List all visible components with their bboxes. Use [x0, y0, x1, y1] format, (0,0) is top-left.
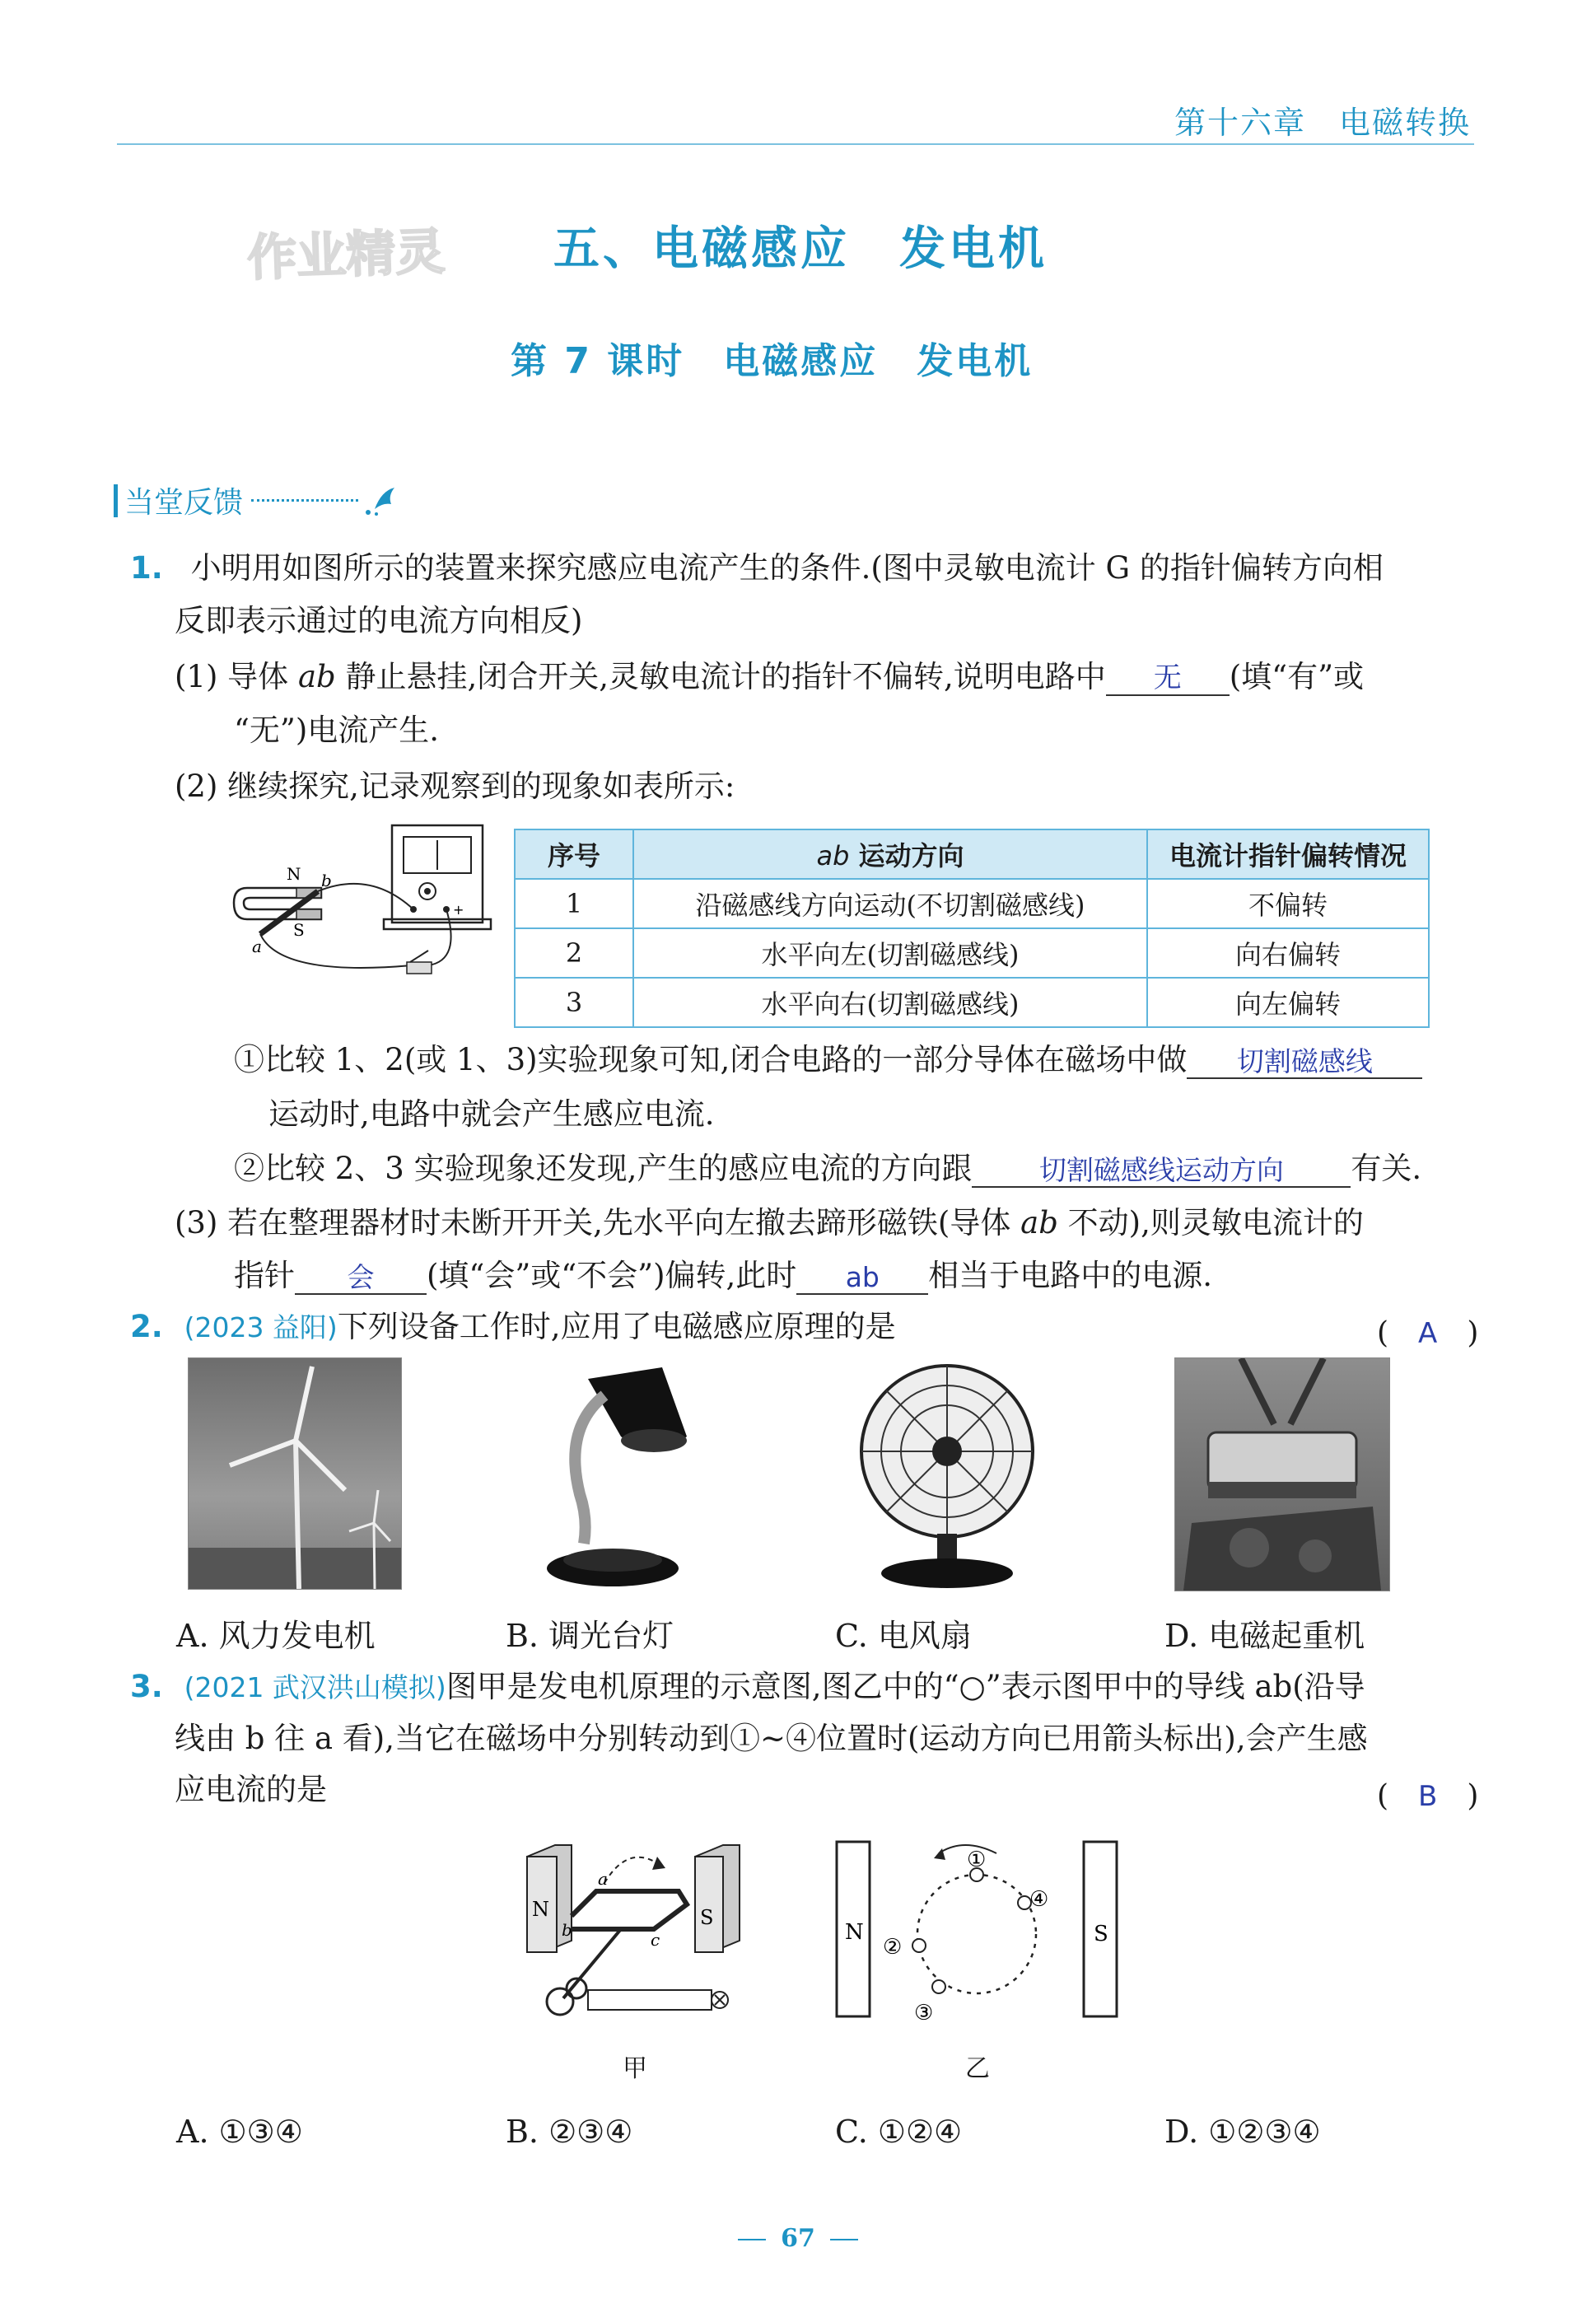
q3-jia-label-b: b	[562, 1920, 572, 1940]
q1-part3-line2	[234, 1257, 1212, 1295]
lesson-title: 五、电磁感应 发电机	[553, 222, 1048, 276]
q3-figure-yi-caption: 乙	[965, 2054, 990, 2083]
lesson-subtitle: 第 7 课时 电磁感应 发电机	[511, 340, 1034, 382]
section-label	[114, 479, 399, 521]
q1-fig-label-s: S	[293, 920, 305, 940]
table-header-cell: 序号	[515, 829, 633, 879]
q1-p3-ab: ab	[1020, 1205, 1058, 1240]
q1-p1-text-c: (填“有”或	[1229, 659, 1365, 694]
q1-p3-text-c: 指针	[234, 1258, 295, 1293]
crane-magnet-icon	[1175, 1358, 1389, 1591]
section-bar	[114, 484, 118, 517]
q1-p3-text-e: 相当于电路中的电源.	[928, 1258, 1213, 1293]
q1-stem-1	[130, 549, 1384, 587]
q1-conclusion1-line1	[234, 1041, 1422, 1079]
table-cell: 水平向左(切割磁感线)	[633, 928, 1147, 978]
q3-stem-1	[130, 1668, 1365, 1706]
q3-number: 3.	[130, 1669, 163, 1704]
q3-jia-label-a: a	[598, 1869, 608, 1889]
q3-answer-bracket: ( B )	[1377, 1779, 1479, 1813]
table-header-cell: 电流计指针偏转情况	[1147, 829, 1429, 879]
q1-c2-text-b: 有关.	[1351, 1151, 1422, 1186]
q3-option-b[interactable]: B. ②③④	[506, 2114, 633, 2150]
section-dots	[251, 499, 358, 502]
q3-option-d[interactable]: D. ①②③④	[1164, 2114, 1321, 2150]
header-divider	[117, 143, 1474, 145]
q1-c2-answer[interactable]: 切割磁感线运动方向	[972, 1155, 1351, 1188]
q1-c1-text-a: ①比较 1、2(或 1、3)实验现象可知,闭合电路的一部分导体在磁场中做	[234, 1042, 1188, 1077]
q1-observation-table	[514, 829, 1430, 1028]
q1-fig-label-b: b	[321, 871, 332, 890]
q3-yi-label-1: ①	[967, 1848, 987, 1872]
q1-c1-answer[interactable]: 切割磁感线	[1187, 1046, 1422, 1079]
q2-stem-text: 下列设备工作时,应用了电磁感应原理的是	[337, 1309, 896, 1344]
q3-figure-yi	[832, 1837, 1128, 2026]
q3-yi-label-4: ④	[1029, 1887, 1049, 1912]
q1-part1-line1	[175, 658, 1364, 696]
q2-number: 2.	[130, 1309, 163, 1344]
q1-number: 1.	[130, 550, 163, 586]
q1-conclusion1-line2: 运动时,电路中就会产生感应电流.	[268, 1096, 715, 1132]
electric-fan-image	[848, 1361, 1046, 1593]
table-header-cell	[633, 829, 1147, 879]
q1-p1-text-b: 静止悬挂,闭合开关,灵敏电流计的指针不偏转,说明电路中	[335, 659, 1106, 694]
q2-option-d[interactable]: D. 电磁起重机	[1164, 1618, 1365, 1654]
table-row	[515, 879, 1429, 928]
q2-option-c[interactable]: C. 电风扇	[835, 1618, 972, 1654]
electromagnetic-crane-image	[1174, 1357, 1390, 1591]
q1-p1-ab: ab	[297, 659, 336, 694]
q3-yi-label-2: ②	[883, 1935, 903, 1960]
q2-option-b[interactable]: B. 调光台灯	[506, 1618, 674, 1654]
q3-figure-jia-caption: 甲	[623, 2054, 647, 2083]
q3-yi-label-3: ③	[914, 2001, 934, 2025]
q1-part1-line2: “无”)电流产生.	[234, 712, 440, 748]
q1-conclusion2	[234, 1150, 1421, 1188]
q1-p1-text-a: (1) 导体	[175, 659, 298, 694]
q3-jia-label-n: N	[532, 1898, 549, 1921]
table-cell: 2	[515, 928, 633, 978]
q3-answer[interactable]: B	[1418, 1780, 1438, 1813]
q1-fig-label-n: N	[287, 864, 301, 884]
q3-stem-3: 应电流的是	[175, 1772, 327, 1807]
q1-apparatus-figure	[231, 820, 494, 985]
section-label-text: 当堂反馈	[124, 486, 244, 520]
q1-fig-label-a: a	[252, 937, 262, 956]
table-header-row	[515, 829, 1429, 879]
q3-jia-label-c: c	[651, 1930, 660, 1950]
q1-p1-answer[interactable]: 无	[1106, 662, 1230, 696]
table-row	[515, 978, 1429, 1027]
q2-stem	[130, 1308, 896, 1346]
table-header-ab: ab	[816, 840, 850, 871]
q1-p3-text-a: (3) 若在整理器材时未断开开关,先水平向左撤去蹄形磁铁(导体	[175, 1205, 1021, 1240]
q1-stem-text-1: 小明用如图所示的装置来探究感应电流产生的条件.(图中灵敏电流计 G 的指针偏转方向相	[190, 550, 1384, 586]
wind-turbine-icon	[189, 1358, 401, 1589]
q3-option-c[interactable]: C. ①②④	[835, 2114, 963, 2150]
q3-yi-label-n: N	[845, 1920, 864, 1945]
table-cell: 向左偏转	[1147, 978, 1429, 1027]
q2-answer[interactable]: A	[1418, 1317, 1438, 1350]
q3-source: (2021 武汉洪山模拟)	[184, 1671, 446, 1703]
watermark-logo: 作业精灵	[246, 222, 446, 288]
splash-icon	[358, 484, 399, 517]
table-cell: 3	[515, 978, 633, 1027]
q3-option-a[interactable]: A. ①③④	[176, 2114, 303, 2150]
svg-text:+: +	[453, 902, 464, 918]
q3-yi-label-s: S	[1094, 1922, 1108, 1946]
page-number	[0, 2224, 1596, 2253]
table-header-motion: 运动方向	[849, 840, 964, 871]
q1-part3-line1	[175, 1204, 1364, 1242]
chapter-header: 第十六章 电磁转换	[1174, 105, 1471, 141]
page-number-dash-right	[830, 2239, 858, 2240]
q1-c2-text-a: ②比较 2、3 实验现象还发现,产生的感应电流的方向跟	[234, 1151, 973, 1186]
table-cell: 沿磁感线方向运动(不切割磁感线)	[633, 879, 1147, 928]
q2-answer-bracket: ( A )	[1377, 1316, 1479, 1350]
q1-p3-text-d: (填“会”或“不会”)偏转,此时	[427, 1258, 797, 1293]
q2-source: (2023 益阳)	[184, 1311, 338, 1343]
desk-lamp-image	[539, 1362, 695, 1593]
q1-part2: (2) 继续探究,记录观察到的现象如表所示:	[175, 769, 735, 804]
q3-jia-label-s: S	[700, 1906, 714, 1929]
q1-p3-answer1[interactable]: 会	[295, 1262, 427, 1295]
q2-option-a[interactable]: A. 风力发电机	[176, 1618, 376, 1654]
q1-p3-text-b: 不动),则灵敏电流计的	[1057, 1205, 1364, 1240]
q1-p3-answer2[interactable]: ab	[796, 1262, 928, 1295]
table-row	[515, 928, 1429, 978]
table-cell: 1	[515, 879, 633, 928]
page-number-dash-left	[738, 2239, 766, 2240]
table-cell: 水平向右(切割磁感线)	[633, 978, 1147, 1027]
q3-stem-text-a: 图甲是发电机原理的示意图,图乙中的“○”表示图甲中的导线 ab(沿导	[446, 1669, 1365, 1704]
table-cell: 向右偏转	[1147, 928, 1429, 978]
q3-figure-jia	[522, 1834, 744, 2031]
table-cell: 不偏转	[1147, 879, 1429, 928]
q1-stem-2: 反即表示通过的电流方向相反)	[175, 603, 583, 638]
wind-turbine-image	[188, 1357, 402, 1590]
page-number-text: 67	[781, 2224, 815, 2253]
q3-stem-2: 线由 b 往 a 看),当它在磁场中分别转动到①~④位置时(运动方向已用箭头标出),会产生感	[175, 1721, 1368, 1756]
